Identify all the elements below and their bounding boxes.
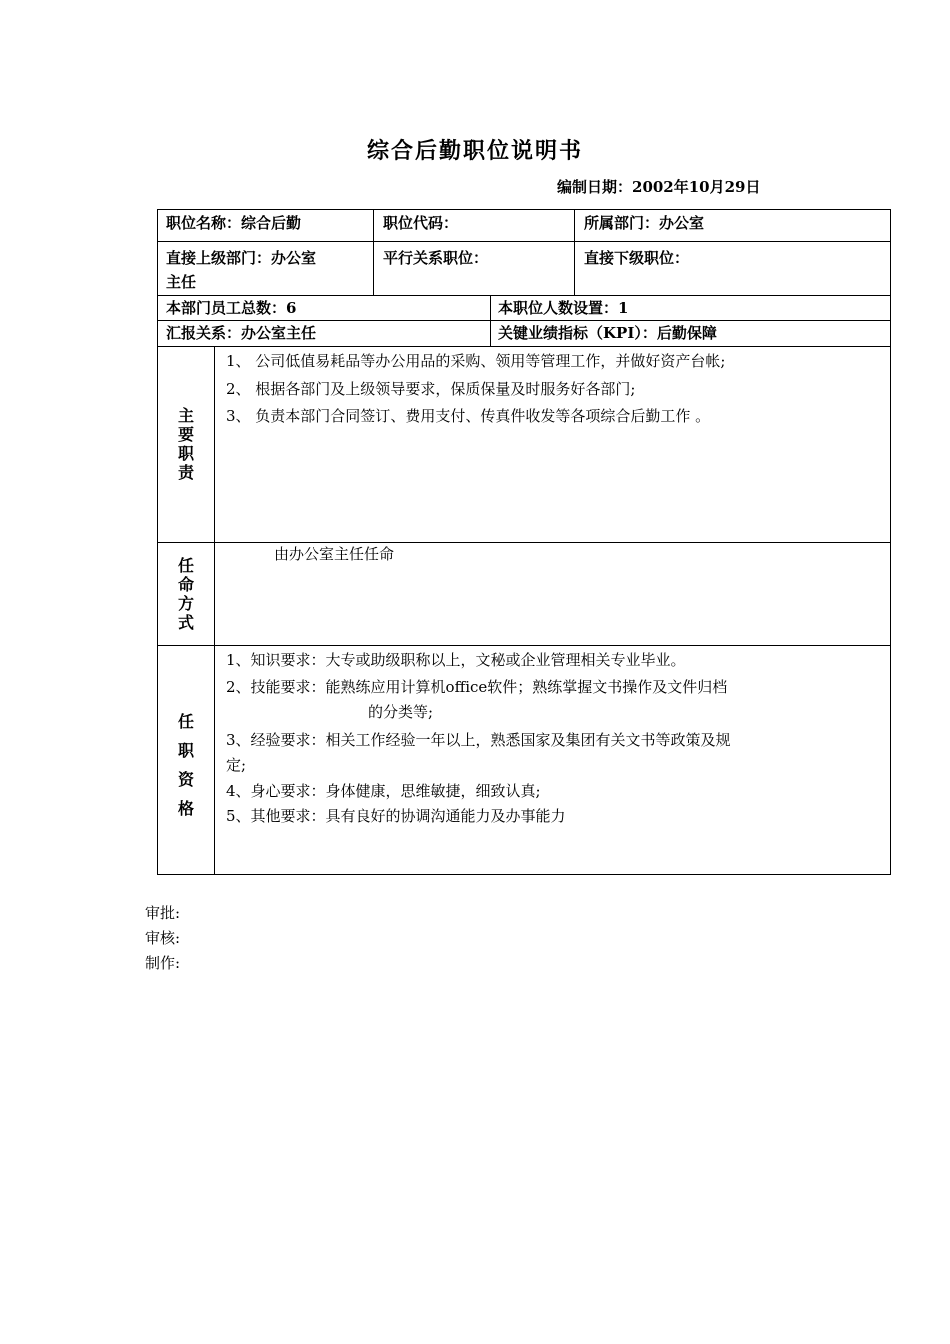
kpi: 关键业绩指标（KPI）：后勤保障 [498, 324, 717, 342]
duties-label: 主 要 职 责 [177, 406, 194, 482]
review-line: 审核: [145, 929, 181, 947]
appointment-text: 由办公室主任任命 [274, 545, 395, 563]
department: 所属部门：办公室 [584, 214, 705, 232]
staff-total: 本部门员工总数：6 [166, 299, 297, 317]
report-to: 汇报关系：办公室主任 [166, 324, 317, 342]
direct-superior-line1: 直接上级部门：办公室 [166, 249, 317, 267]
document-title: 综合后勤职位说明书 [366, 138, 583, 164]
compile-date: 编制日期：2002年10月29日 [557, 178, 761, 196]
position-code: 职位代码： [383, 214, 459, 232]
qualification-item-continued: 的分类等; [368, 703, 434, 721]
approve-line: 审批: [145, 904, 181, 922]
headcount: 本职位人数设置：1 [498, 299, 629, 317]
qualification-item: 5、其他要求：具有良好的协调沟通能力及办事能力 [226, 807, 566, 825]
qualification-item: 4、身心要求：身体健康，思维敏捷，细致认真; [226, 782, 541, 800]
qualification-item: 2、技能要求：能熟练应用计算机office软件；熟练掌握文书操作及文件归档 [226, 678, 728, 696]
qualification-item-continued: 定; [226, 756, 247, 774]
parallel-positions: 平行关系职位： [383, 249, 489, 267]
duty-item: 2、 根据各部门及上级领导要求，保质保量及时服务好各部门; [226, 380, 636, 398]
qualification-item: 3、经验要求：相关工作经验一年以上，熟悉国家及集团有关文书等政策及规 [226, 731, 731, 749]
direct-superior-line2: 主任 [166, 273, 197, 291]
duty-item: 3、 负责本部门合同签订、费用支付、传真件收发等各项综合后勤工作 。 [226, 407, 711, 425]
prepare-line: 制作: [145, 954, 181, 972]
position-name: 职位名称：综合后勤 [166, 214, 302, 232]
appointment-label: 任 命 方 式 [177, 556, 194, 632]
qualifications-label: 任 职 资 格 [177, 712, 194, 818]
duty-item: 1、 公司低值易耗品等办公用品的采购、领用等管理工作，并做好资产台帐; [226, 352, 726, 370]
qualification-item: 1、知识要求：大专或助级职称以上，文秘或企业管理相关专业毕业。 [226, 651, 686, 669]
direct-subordinates: 直接下级职位： [584, 249, 690, 267]
